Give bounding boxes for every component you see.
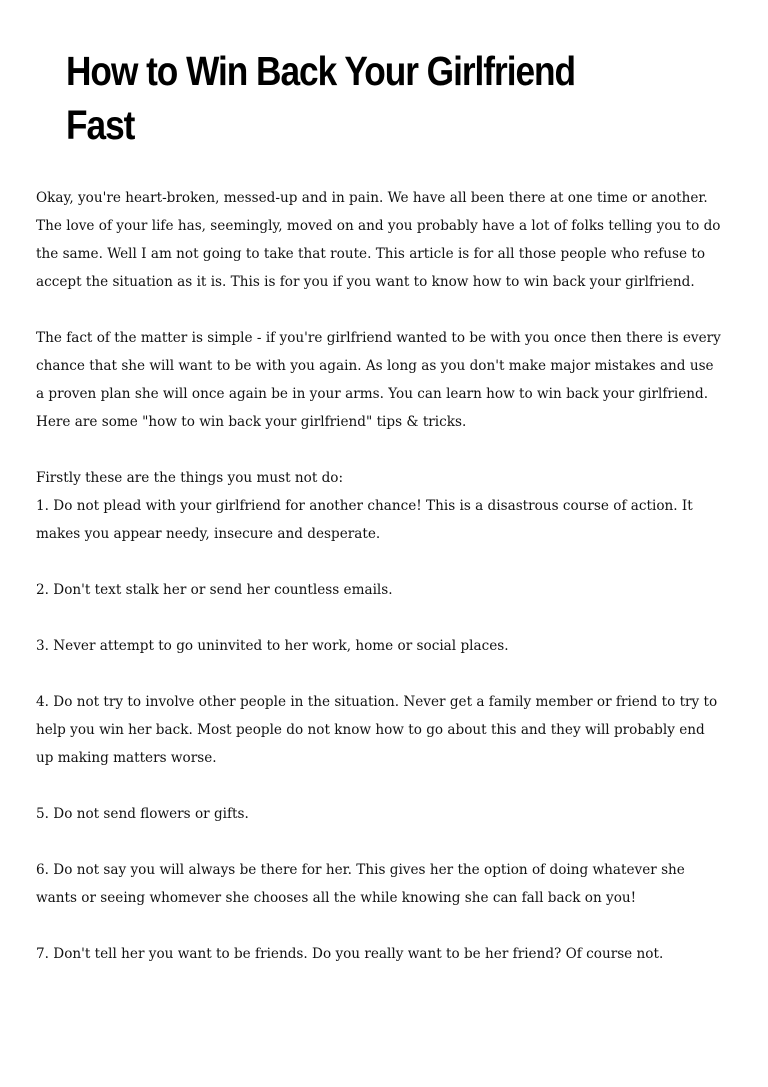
- list-item: 3. Never attempt to go uninvited to her work, home or social places.: [36, 638, 509, 654]
- list-item: 7. Don't tell her you want to be friends. Do you really want to be her friend? Of course not.: [36, 946, 664, 962]
- title-line-2: Fast: [66, 102, 135, 148]
- list-heading: Firstly these are the things you must not do:: [36, 470, 344, 486]
- list-item: 5. Do not send flowers or gifts.: [36, 806, 249, 822]
- paragraph-fact: The fact of the matter is simple - if you're girlfriend wanted to be with you once then there is every chance that she will want to be with you again. As long as you don't make major mistakes and use a proven plan she will once again be in your arms. You can learn how to win back your girlfriend. Here are some "how to win back your girlfriend" tips & tricks.: [36, 330, 721, 430]
- list-item: 2. Don't text stalk her or send her countless emails.: [36, 582, 393, 598]
- paragraph-intro: Okay, you're heart-broken, messed-up and in pain. We have all been there at one time or another. The love of your life has, seemingly, moved on and you probably have a lot of folks telling you to do the same. Well I am not going to take that route. This article is for all those people who refuse to accept the situation as it is. This is for you if you want to know how to win back your girlfriend.: [36, 190, 721, 290]
- list-item: 1. Do not plead with your girlfriend for another chance! This is a disastrous course of action. It makes you appear needy, insecure and desperate.: [36, 498, 693, 542]
- document-body: [36, 184, 726, 968]
- list-item: 4. Do not try to involve other people in the situation. Never get a family member or friend to try to help you win her back. Most people do not know how to go about this and they will probably end up making matters worse.: [36, 694, 718, 766]
- list-item: 6. Do not say you will always be there for her. This gives her the option of doing whatever she wants or seeing whomever she chooses all the while knowing she can fall back on you!: [36, 862, 685, 906]
- document-title: [66, 44, 616, 152]
- title-line-1: How to Win Back Your Girlfriend: [66, 48, 576, 94]
